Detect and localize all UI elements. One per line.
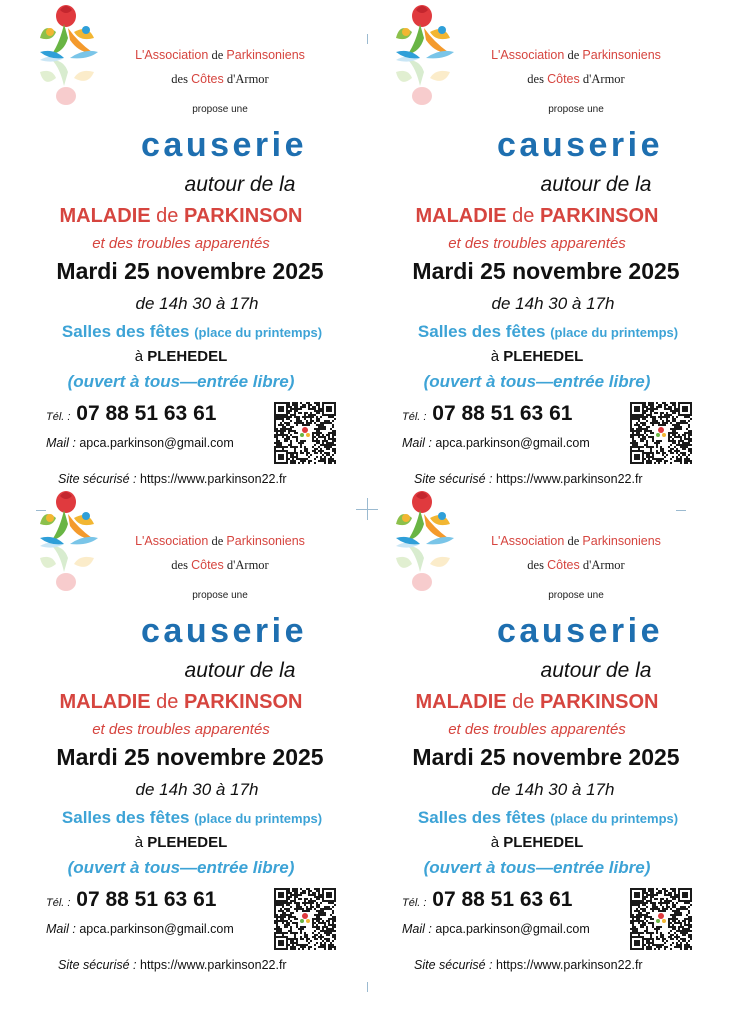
related-disorders: et des troubles apparentés (448, 721, 626, 738)
website-url: Site sécurisé : https://www.parkinson22.fr (58, 472, 287, 486)
related-disorders: et des troubles apparentés (448, 235, 626, 252)
event-venue: Salles des fêtes (place du printemps) (61, 808, 323, 827)
disease-name: MALADIE de PARKINSON (415, 205, 659, 227)
flyer-card (356, 486, 724, 986)
entry-info: (ouvert à tous—entrée libre) (423, 372, 651, 391)
propose-text: propose une (548, 104, 604, 115)
association-region: des Côtes d'Armor (527, 558, 625, 572)
association-word: Association (144, 534, 209, 548)
disease-name: MALADIE de PARKINSON (59, 691, 303, 713)
crop-mark (367, 34, 368, 44)
qr-code-icon (630, 402, 692, 464)
propose-text: propose une (548, 590, 604, 601)
disease-name: MALADIE de PARKINSON (415, 691, 659, 713)
crop-mark (36, 510, 46, 511)
email-address: Mail : apca.parkinson@gmail.com (402, 922, 590, 936)
entry-info: (ouvert à tous—entrée libre) (67, 858, 295, 877)
association-name: L'Association de Parkinsoniens (135, 48, 305, 62)
phone-number: Tél. : 07 88 51 63 61 (402, 402, 573, 425)
event-venue: Salles des fêtes (place du printemps) (417, 322, 679, 341)
related-disorders: et des troubles apparentés (92, 721, 270, 738)
association-word: Association (144, 48, 209, 62)
association-word: Association (500, 48, 565, 62)
email-address: Mail : apca.parkinson@gmail.com (46, 436, 234, 450)
event-title: causerie (497, 126, 663, 164)
event-subtitle: autour de la (540, 659, 652, 682)
event-title: causerie (141, 126, 307, 164)
qr-code-icon (274, 402, 336, 464)
email-address: Mail : apca.parkinson@gmail.com (402, 436, 590, 450)
event-town: à PLEHEDEL (134, 348, 228, 365)
flyer-card (0, 0, 368, 500)
event-title: causerie (141, 612, 307, 650)
entry-info: (ouvert à tous—entrée libre) (67, 372, 295, 391)
event-town: à PLEHEDEL (490, 348, 584, 365)
related-disorders: et des troubles apparentés (92, 235, 270, 252)
association-region: des Côtes d'Armor (527, 72, 625, 86)
propose-text: propose une (192, 104, 248, 115)
event-town: à PLEHEDEL (134, 834, 228, 851)
event-date: Mardi 25 novembre 2025 (56, 744, 324, 770)
event-hours: de 14h 30 à 17h (135, 780, 259, 799)
event-hours: de 14h 30 à 17h (491, 780, 615, 799)
event-date: Mardi 25 novembre 2025 (56, 258, 324, 284)
association-region: des Côtes d'Armor (171, 558, 269, 572)
event-date: Mardi 25 novembre 2025 (412, 258, 680, 284)
event-subtitle: autour de la (540, 173, 652, 196)
crop-mark (367, 982, 368, 992)
website-url: Site sécurisé : https://www.parkinson22.fr (414, 958, 643, 972)
email-address: Mail : apca.parkinson@gmail.com (46, 922, 234, 936)
association-region: des Côtes d'Armor (171, 72, 269, 86)
qr-code-icon (630, 888, 692, 950)
association-name: L'Association de Parkinsoniens (491, 48, 661, 62)
event-title: causerie (497, 612, 663, 650)
association-word: Association (500, 534, 565, 548)
propose-text: propose une (192, 590, 248, 601)
entry-info: (ouvert à tous—entrée libre) (423, 858, 651, 877)
qr-code-icon (274, 888, 336, 950)
association-name: L'Association de Parkinsoniens (135, 534, 305, 548)
phone-number: Tél. : 07 88 51 63 61 (402, 888, 573, 911)
event-date: Mardi 25 novembre 2025 (412, 744, 680, 770)
association-name: L'Association de Parkinsoniens (491, 534, 661, 548)
phone-number: Tél. : 07 88 51 63 61 (46, 888, 217, 911)
event-hours: de 14h 30 à 17h (135, 294, 259, 313)
website-url: Site sécurisé : https://www.parkinson22.fr (414, 472, 643, 486)
phone-number: Tél. : 07 88 51 63 61 (46, 402, 217, 425)
crop-mark (676, 510, 686, 511)
flyer-card (356, 0, 724, 500)
flyer-card (0, 486, 368, 986)
event-town: à PLEHEDEL (490, 834, 584, 851)
event-venue: Salles des fêtes (place du printemps) (417, 808, 679, 827)
website-url: Site sécurisé : https://www.parkinson22.fr (58, 958, 287, 972)
event-venue: Salles des fêtes (place du printemps) (61, 322, 323, 341)
event-hours: de 14h 30 à 17h (491, 294, 615, 313)
event-subtitle: autour de la (184, 173, 296, 196)
crop-mark (356, 509, 378, 510)
event-subtitle: autour de la (184, 659, 296, 682)
disease-name: MALADIE de PARKINSON (59, 205, 303, 227)
